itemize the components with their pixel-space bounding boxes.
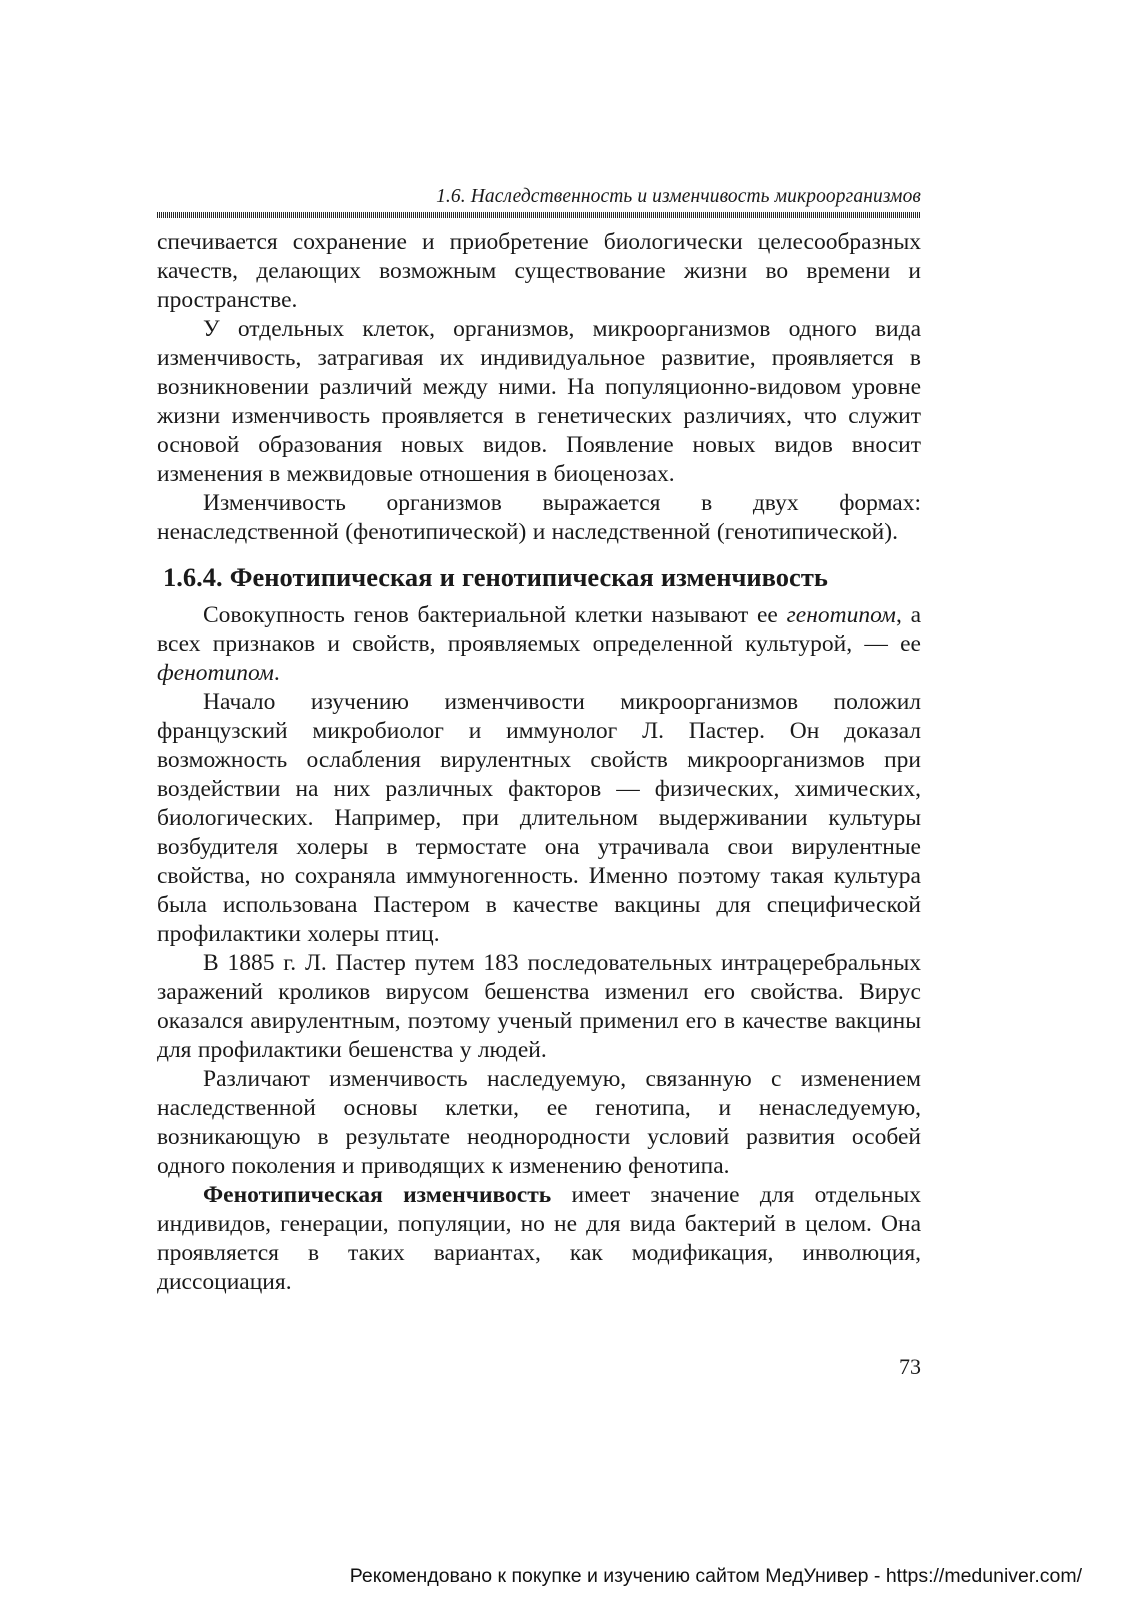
term-phenotypic-variability: Фенотипическая изменчивость <box>203 1182 552 1208</box>
running-header: 1.6. Наследственность и изменчивость микроорганизмов <box>436 186 921 207</box>
page-body <box>157 228 921 1297</box>
paragraph: спечивается сохранение и приобретение биологически целесообразных качеств, делающих возможным существование жизни во времени и пространстве. <box>157 229 921 313</box>
term-phenotype: фенотипом <box>157 660 274 686</box>
page-number: 73 <box>899 1354 921 1379</box>
paragraph: В 1885 г. Л. Пастер путем 183 последовательных интрацеребральных заражений кроликов вирусом бешенства изменил его свойства. Вирус оказался авирулентным, поэтому ученый применил его в качестве вакцины для профилактики бешенства у людей. <box>157 950 921 1063</box>
text-run: имеет значение для отдельных индивидов, генерации, популяции, но не для вида бактерий в целом. Она проявляется в таких вариантах, как модификация, инволюция, диссоциация. <box>157 1182 921 1295</box>
paragraph: У отдельных клеток, организмов, микроорганизмов одного вида изменчивость, затрагивая их индивидуальное развитие, проявляется в возникновении различий между ними. На популяционно-видовом уровне жизни изменчивость проявляется в генетических различиях, что служит основой образования новых видов. Появление новых видов вносит изменения в межвидовые отношения в биоценозах. <box>157 316 921 487</box>
paragraph: Начало изучению изменчивости микроорганизмов положил французский микробиолог и иммунолог Л. Пастер. Он доказал возможность ослабления вирулентных свойств микроорганизмов при воздействии на них различных факторов — физических, химических, биологических. Например, при длительном выдерживании культуры возбудителя холеры в термостате она утрачивала свои вирулентные свойства, но сохраняла иммуногенность. Именно поэтому такая культура была использована Пастером в качестве вакцины для специфической профилактики холеры птиц. <box>157 689 921 947</box>
watermark-footer: Рекомендовано к покупке и изучению сайтом МедУнивер - https://meduniver.com/ <box>349 1565 1082 1587</box>
header-rule <box>157 212 921 218</box>
paragraph: Различают изменчивость наследуемую, связанную с изменением наследственной основы клетки, ее генотипа, и ненаследуемую, возникающую в результате неоднородности условий развития особей одного поколения и приводящих к изменению фенотипа. <box>157 1066 921 1179</box>
paragraph-genotype <box>157 601 921 688</box>
paragraph: Изменчивость организмов выражается в двух формах: ненаследственной (фенотипической) и наследственной (генотипической). <box>157 490 921 545</box>
paragraph-phenotypic-variability <box>157 1181 921 1297</box>
text-run: Совокупность генов бактериальной клетки называют ее <box>203 602 787 628</box>
text-run: , а всех признаков и свойств, проявляемых определенной культурой, — ее <box>157 602 921 657</box>
term-genotype: генотипом <box>786 602 896 628</box>
text-run: . <box>273 660 280 686</box>
section-heading: 1.6.4. Фенотипическая и генотипическая изменчивость <box>163 562 828 592</box>
